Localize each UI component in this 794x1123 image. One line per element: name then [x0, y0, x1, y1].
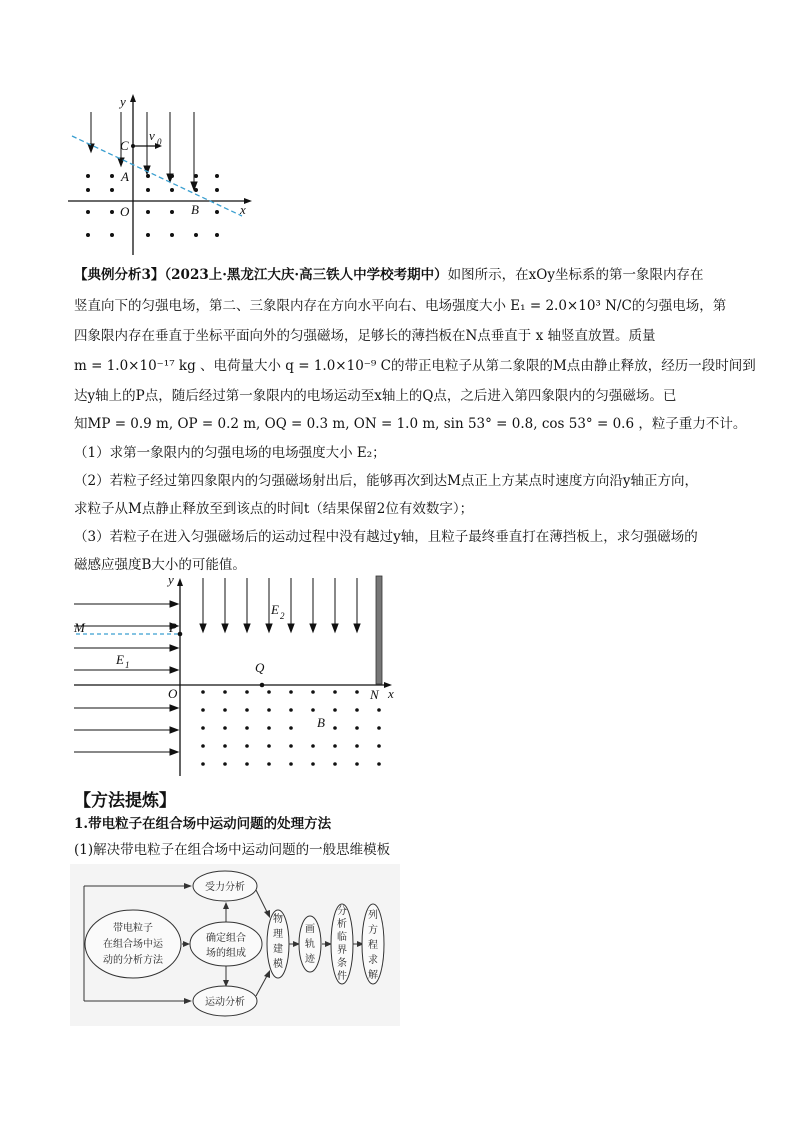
flow-model-char: 物	[273, 914, 283, 925]
problem-line-2: 竖直向下的匀强电场，第二、三象限内存在方向水平向右、电场强度大小 E₁ = 2.0×10³ N/C的匀强电场，第	[74, 298, 727, 314]
fig2-e2-sub: 2	[280, 611, 285, 621]
flowchart	[70, 864, 400, 1026]
flow-combo-line-1: 确定组合	[206, 933, 246, 944]
flow-force: 受力分析	[205, 882, 245, 893]
flow-critical-char: 件	[337, 971, 347, 982]
fig2-point-q: Q	[255, 660, 265, 675]
flow-motion: 运动分析	[205, 997, 245, 1008]
flow-critical-char: 临	[337, 932, 347, 943]
question-2b: 求粒子从M点静止释放至到该点的时间t（结果保留2位有效数字）；	[74, 501, 474, 517]
flow-model-char: 建	[273, 944, 283, 955]
fig2-x-label: x	[388, 686, 394, 701]
fig2-origin: O	[168, 686, 178, 701]
fig1-x-label: x	[240, 202, 246, 217]
fig2-e1-label: E	[116, 652, 124, 667]
flow-combo-line-2: 场的组成	[206, 948, 246, 959]
flow-track-char: 画	[305, 924, 315, 935]
fig1-y-label: y	[120, 94, 126, 109]
flow-main-line-2: 在组合场中运	[103, 939, 163, 950]
fig2-point-n: N	[370, 687, 379, 702]
flow-equation-char: 解	[368, 970, 378, 981]
fig2-point-p: P	[169, 620, 177, 635]
flow-critical-char: 析	[337, 919, 347, 930]
problem-line-6: 知MP = 0.9 m, OP = 0.2 m, OQ = 0.3 m, ON = 1.0 m, sin 53° = 0.8, cos 53° = 0.6 ，粒子重力不计。	[74, 416, 747, 432]
question-3a: （3）若粒子在进入匀强磁场后的运动过程中没有越过y轴，且粒子最终垂直打在薄挡板上，求匀强磁场的	[74, 529, 698, 545]
figure-2	[66, 568, 406, 780]
flow-track-char: 轨	[305, 939, 315, 950]
flow-model-char: 模	[273, 959, 283, 970]
flow-main-line-1: 带电粒子	[113, 923, 153, 934]
flow-track-char: 迹	[305, 954, 315, 965]
fig1-point-b: B	[191, 202, 199, 217]
fig1-point-c: C	[120, 138, 129, 153]
fig2-y-label: y	[168, 572, 174, 587]
fig1-velocity-sub: 0	[157, 137, 162, 147]
flow-critical-char: 条	[337, 958, 347, 969]
problem-line-1	[74, 263, 703, 283]
fig2-b-label: B	[317, 715, 325, 730]
fig2-point-m: M	[74, 620, 85, 635]
flow-equation-char: 列	[368, 910, 378, 921]
fig1-origin: O	[120, 204, 130, 219]
fig2-e2-label: E	[271, 602, 279, 617]
flow-equation-char: 方	[368, 925, 378, 936]
fig2-e1-sub: 1	[125, 660, 130, 670]
flow-equation-char: 求	[368, 955, 378, 966]
problem-line-5: 达y轴上的P点，随后经过第一象限内的电场运动至x轴上的Q点，之后进入第四象限内的匀强磁场。已	[74, 388, 677, 404]
question-1: （1）求第一象限内的匀强电场的电场强度大小 E₂；	[74, 445, 386, 461]
method-subheading: 1.带电粒子在组合场中运动问题的处理方法	[74, 816, 332, 832]
method-heading: 【方法提炼】	[74, 791, 176, 811]
figure-1	[66, 90, 256, 260]
problem-line-4: m = 1.0×10⁻¹⁷ kg 、电荷量大小 q = 1.0×10⁻⁹ C的带正电粒子从第二象限的M点由静止释放，经历一段时间到	[74, 358, 756, 374]
flow-model-char: 理	[273, 929, 283, 940]
question-2a: （2）若粒子经过第四象限内的匀强磁场射出后，能够再次到达M点正上方某点时速度方向沿y轴正方向，	[74, 473, 699, 489]
flow-equation-char: 程	[368, 940, 378, 951]
method-item-1: (1)解决带电粒子在组合场中运动问题的一般思维模板	[74, 842, 391, 858]
question-3b: 磁感应强度B大小的可能值。	[74, 557, 246, 573]
flow-main-line-3: 动的分析方法	[103, 955, 163, 966]
problem-text-1: 如图所示，在xOy坐标系的第一象限内存在	[447, 267, 704, 283]
problem-line-3: 四象限内存在垂直于坐标平面向外的匀强磁场，足够长的薄挡板在N点垂直于 x 轴竖直放置。质量	[74, 328, 656, 344]
fig1-point-a: A	[121, 169, 129, 184]
problem-tag: 【典例分析3】	[74, 267, 165, 283]
flow-critical-char: 分	[337, 906, 347, 917]
problem-source: （2023上·黑龙江大庆·高三铁人中学校考期中）	[164, 267, 448, 283]
flow-critical-char: 界	[337, 945, 347, 956]
fig1-velocity-label: v	[149, 128, 155, 143]
